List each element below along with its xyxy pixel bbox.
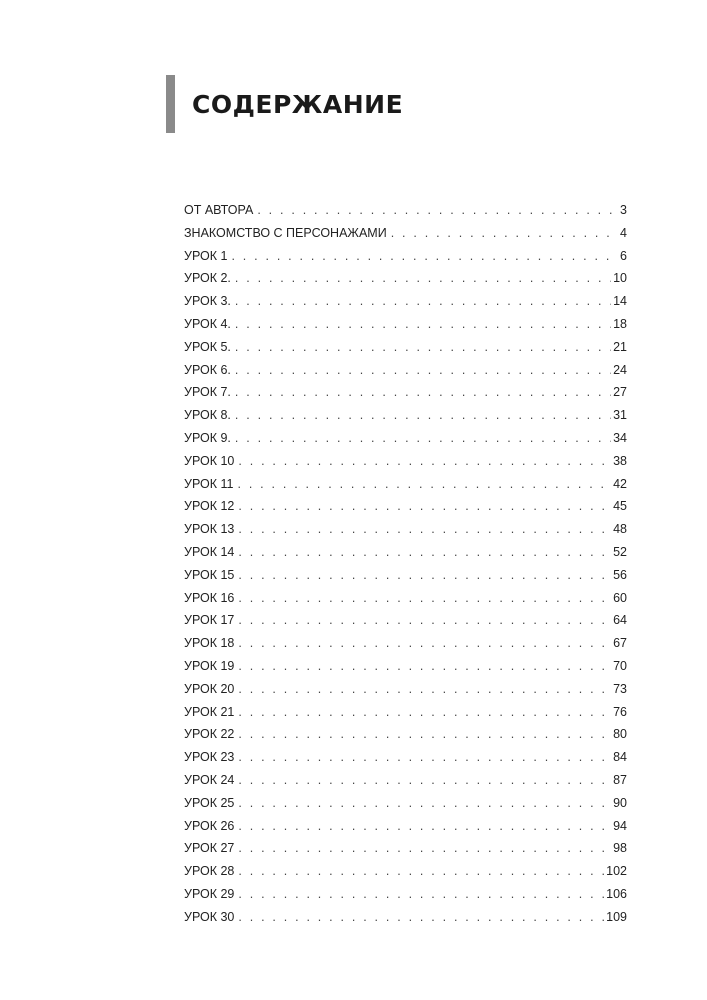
toc-dot-leader (237, 473, 611, 496)
toc-dot-leader (238, 815, 611, 838)
toc-dot-leader (235, 359, 611, 382)
toc-entry[interactable] (184, 701, 627, 724)
toc-dot-leader (238, 837, 611, 860)
page-title: СОДЕРЖАНИЕ (192, 89, 404, 119)
toc-entry[interactable] (184, 381, 627, 404)
toc-dot-leader (238, 655, 611, 678)
toc-dot-leader (257, 199, 618, 222)
toc-entry-label: УРОК 26 (184, 818, 235, 833)
toc-entry-label: УРОК 10 (184, 453, 235, 468)
toc-entry-page-number: 27 (613, 385, 627, 400)
toc-entry[interactable] (184, 632, 627, 655)
toc-entry-label: УРОК 23 (184, 750, 235, 765)
toc-entry-page-number: 31 (613, 408, 627, 423)
toc-dot-leader (235, 427, 611, 450)
toc-dot-leader (238, 701, 611, 724)
toc-entry[interactable] (184, 769, 627, 792)
toc-entry-label: УРОК 17 (184, 613, 235, 628)
toc-entry[interactable] (184, 427, 627, 450)
toc-entry-label: УРОК 14 (184, 544, 235, 559)
toc-entry[interactable] (184, 245, 627, 268)
toc-entry[interactable] (184, 199, 627, 222)
toc-entry[interactable] (184, 678, 627, 701)
toc-dot-leader (238, 587, 611, 610)
toc-entry-page-number: 76 (613, 704, 627, 719)
toc-dot-leader (231, 245, 618, 268)
toc-entry[interactable] (184, 655, 627, 678)
toc-dot-leader (235, 290, 611, 313)
toc-entry-page-number: 84 (613, 750, 627, 765)
toc-dot-leader (238, 769, 611, 792)
toc-entry-page-number: 6 (620, 248, 627, 263)
toc-entry[interactable] (184, 518, 627, 541)
toc-entry-label: УРОК 2. (184, 271, 231, 286)
toc-entry-page-number: 3 (620, 203, 627, 217)
toc-entry[interactable] (184, 609, 627, 632)
toc-entry-label: УРОК 6. (184, 362, 231, 377)
toc-entry-page-number: 42 (613, 476, 627, 491)
toc-entry-label: УРОК 29 (184, 886, 235, 901)
toc-entry-page-number: 64 (613, 613, 627, 628)
toc-entry-page-number: 18 (613, 316, 627, 331)
toc-dot-leader (235, 336, 611, 359)
toc-entry-page-number: 38 (613, 453, 627, 468)
toc-entry-label: УРОК 9. (184, 430, 231, 445)
toc-entry[interactable] (184, 746, 627, 769)
toc-entry-label: УРОК 24 (184, 772, 235, 787)
toc-dot-leader (238, 495, 611, 518)
toc-entry-page-number: 67 (613, 636, 627, 651)
toc-dot-leader (238, 678, 611, 701)
heading-accent-bar (166, 75, 175, 133)
toc-dot-leader (235, 267, 611, 290)
toc-entry-label: УРОК 13 (184, 522, 235, 537)
toc-entry[interactable] (184, 587, 627, 610)
toc-entry-label: ЗНАКОМСТВО С ПЕРСОНАЖАМИ (184, 225, 387, 240)
toc-entry-label: УРОК 22 (184, 727, 235, 742)
toc-dot-leader (238, 860, 604, 883)
toc-dot-leader (238, 450, 611, 473)
toc-entry-page-number: 56 (613, 567, 627, 582)
toc-entry-page-number: 90 (613, 795, 627, 810)
toc-dot-leader (238, 609, 611, 632)
toc-entry-label: УРОК 12 (184, 499, 235, 514)
toc-entry-label: УРОК 30 (184, 909, 235, 924)
toc-entry-label: УРОК 5. (184, 339, 231, 354)
table-of-contents (184, 199, 627, 929)
toc-entry-label: УРОК 15 (184, 567, 235, 582)
toc-entry[interactable] (184, 541, 627, 564)
toc-entry-page-number: 4 (620, 225, 627, 240)
toc-entry[interactable] (184, 404, 627, 427)
toc-dot-leader (235, 381, 611, 404)
toc-dot-leader (235, 404, 611, 427)
toc-entry[interactable] (184, 222, 627, 245)
toc-dot-leader (235, 313, 611, 336)
toc-entry-label: УРОК 3. (184, 294, 231, 309)
toc-dot-leader (238, 541, 611, 564)
toc-entry-label: УРОК 7. (184, 385, 231, 400)
toc-entry-label: УРОК 8. (184, 408, 231, 423)
toc-entry[interactable] (184, 906, 627, 929)
toc-entry[interactable] (184, 837, 627, 860)
toc-entry-label: УРОК 1 (184, 248, 228, 263)
toc-entry-label: УРОК 28 (184, 864, 235, 879)
toc-entry[interactable] (184, 290, 627, 313)
toc-entry-page-number: 14 (613, 294, 627, 309)
toc-entry[interactable] (184, 359, 627, 382)
toc-entry[interactable] (184, 313, 627, 336)
toc-entry-label: УРОК 11 (184, 476, 234, 491)
toc-entry-page-number: 109 (606, 909, 627, 924)
toc-entry-page-number: 87 (613, 772, 627, 787)
toc-dot-leader (238, 792, 611, 815)
toc-entry-page-number: 34 (613, 430, 627, 445)
toc-entry-page-number: 24 (613, 362, 627, 377)
toc-entry-page-number: 10 (613, 271, 627, 286)
toc-entry[interactable] (184, 860, 627, 883)
toc-entry-label: УРОК 18 (184, 636, 235, 651)
toc-entry-page-number: 70 (613, 658, 627, 673)
toc-entry-page-number: 98 (613, 841, 627, 856)
toc-entry-page-number: 45 (613, 499, 627, 514)
toc-entry[interactable] (184, 723, 627, 746)
toc-dot-leader (238, 518, 611, 541)
toc-entry-label: УРОК 27 (184, 841, 235, 856)
toc-entry[interactable] (184, 815, 627, 838)
toc-entry[interactable] (184, 495, 627, 518)
toc-entry-label: УРОК 25 (184, 795, 235, 810)
toc-entry-page-number: 52 (613, 544, 627, 559)
toc-entry-page-number: 48 (613, 522, 627, 537)
toc-dot-leader (238, 723, 611, 746)
toc-dot-leader (238, 906, 604, 929)
toc-entry-label: ОТ АВТОРА (184, 203, 254, 217)
toc-entry-page-number: 102 (606, 864, 627, 879)
toc-dot-leader (238, 564, 611, 587)
toc-entry-label: УРОК 16 (184, 590, 235, 605)
toc-entry-label: УРОК 19 (184, 658, 235, 673)
toc-entry-label: УРОК 20 (184, 681, 235, 696)
toc-entry[interactable] (184, 473, 627, 496)
toc-dot-leader (391, 222, 618, 245)
toc-entry-page-number: 73 (613, 681, 627, 696)
toc-entry[interactable] (184, 883, 627, 906)
toc-entry[interactable] (184, 792, 627, 815)
toc-entry-page-number: 21 (613, 339, 627, 354)
toc-entry[interactable] (184, 267, 627, 290)
toc-entry[interactable] (184, 564, 627, 587)
toc-entry-page-number: 106 (606, 886, 627, 901)
toc-dot-leader (238, 746, 611, 769)
toc-dot-leader (238, 632, 611, 655)
toc-dot-leader (238, 883, 604, 906)
toc-entry-page-number: 94 (613, 818, 627, 833)
toc-entry[interactable] (184, 450, 627, 473)
toc-entry-page-number: 60 (613, 590, 627, 605)
toc-entry[interactable] (184, 336, 627, 359)
toc-entry-label: УРОК 4. (184, 316, 231, 331)
toc-heading (166, 76, 403, 132)
toc-entry-label: УРОК 21 (184, 704, 235, 719)
toc-entry-page-number: 80 (613, 727, 627, 742)
